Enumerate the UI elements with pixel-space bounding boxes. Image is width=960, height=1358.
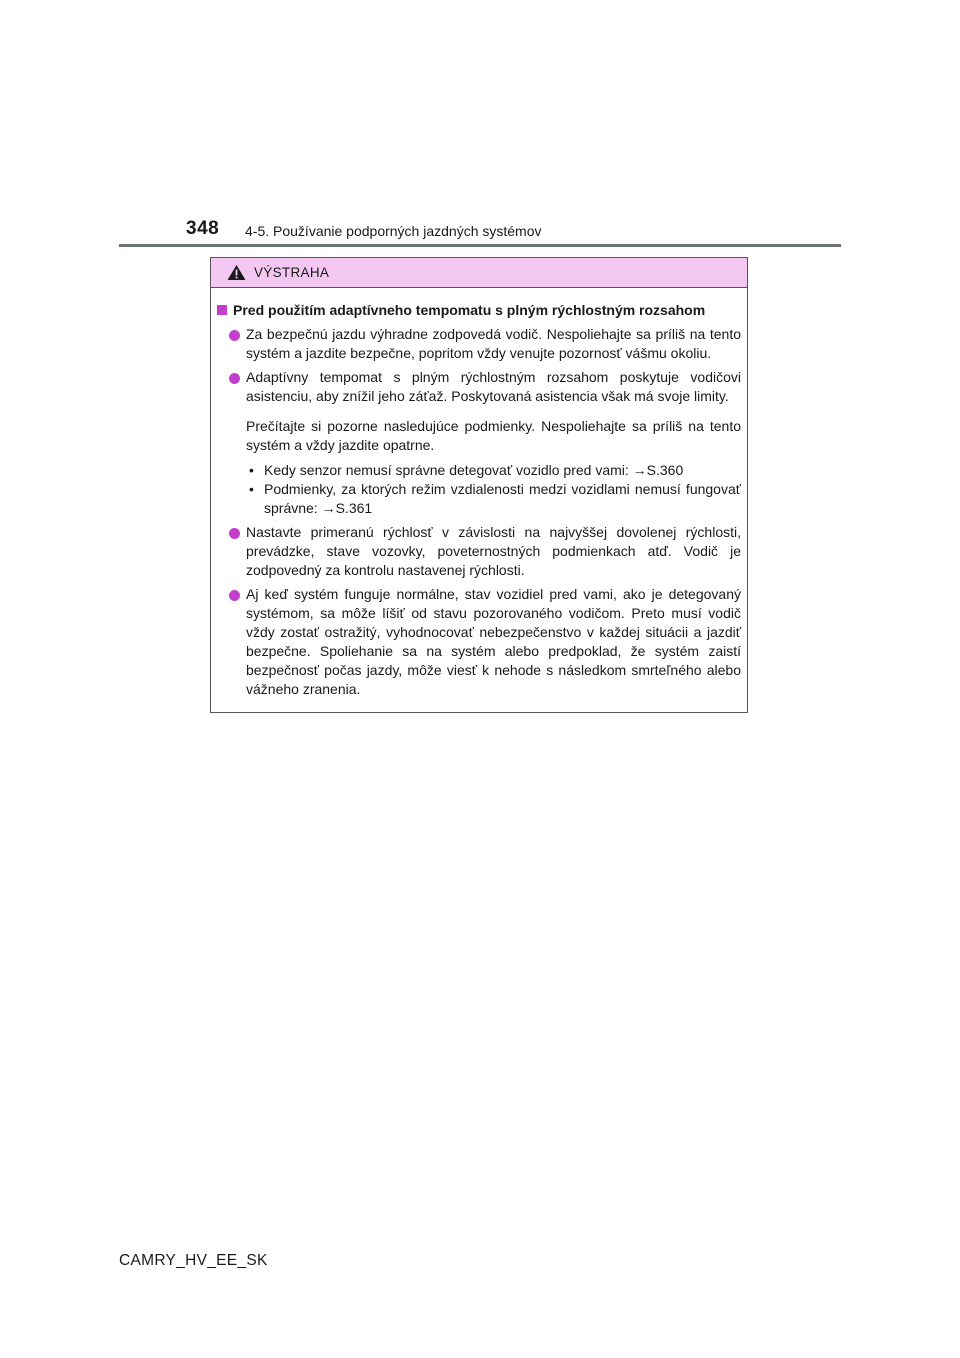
warning-label: VÝSTRAHA — [254, 265, 330, 280]
page-number: 348 — [186, 218, 220, 239]
list-item — [227, 523, 741, 580]
list-item-text: Za bezpečnú jazdu výhradne zodpovedá vodič. Nespoliehajte sa príliš na tento systém a jazdite bezpečne, popritom vždy venujte pozornosť vášmu okoliu. — [246, 326, 741, 361]
list-item-text: Aj keď systém funguje normálne, stav vozidiel pred vami, ako je detegovaný systémom, sa môže líšiť od stavu pozorovaného vodičom. Preto musí vodič vždy zostať ostražitý, vyhodnocovať nebezpečenstvo v každej situácii a jazdiť bezpečne. Spoliehanie sa na systém alebo predpoklad, že systém zaistí bezpečnosť počas jazdy, môže viesť k nehode s následkom smrteľného alebo vážneho zranenia. — [246, 586, 741, 697]
sub-list-item-text: Podmienky, za ktorých režim vzdialenosti medzi vozidlami nemusí fungovať správne: →S.361 — [264, 481, 741, 516]
square-bullet-icon — [217, 305, 227, 315]
sub-list-item — [246, 461, 741, 480]
circle-bullet-icon — [229, 590, 240, 601]
header-divider — [119, 244, 841, 247]
warning-heading — [217, 300, 741, 320]
list-item — [227, 325, 741, 363]
list-item-text: Adaptívny tempomat s plným rýchlostným rozsahom poskytuje vodičovi asistenciu, aby znížil jeho záťaž. Poskytovaná asistencia však má svoje limity. — [246, 369, 741, 404]
sub-bullet: • — [249, 481, 254, 497]
circle-bullet-icon — [229, 330, 240, 341]
footer-code: CAMRY_HV_EE_SK — [119, 1252, 268, 1269]
circle-bullet-icon — [229, 528, 240, 539]
list-item — [227, 368, 741, 406]
section-title: 4-5. Používanie podporných jazdných systémov — [245, 223, 542, 239]
warning-body — [211, 288, 747, 699]
warning-heading-text: Pred použitím adaptívneho tempomatu s plným rýchlostným rozsahom — [233, 302, 706, 318]
sub-list-item-text: Kedy senzor nemusí správne detegovať vozidlo pred vami: →S.360 — [264, 462, 684, 478]
circle-bullet-icon — [229, 373, 240, 384]
sub-bullet: • — [249, 462, 254, 478]
list-item-text: Nastavte primeranú rýchlosť v závislosti na najvyššej dovolenej rýchlosti, prevádzke, stave vozovky, poveternostných podmienkach atď. Vodič je zodpovedný za kontrolu nastavenej rýchlosti. — [246, 524, 741, 578]
sub-list-item — [246, 480, 741, 518]
warning-triangle-icon — [227, 264, 246, 281]
list-item — [227, 585, 741, 699]
warning-box — [210, 257, 748, 713]
sub-list — [246, 461, 741, 518]
conditions-paragraph: Prečítajte si pozorne nasledujúce podmienky. Nespoliehajte sa príliš na tento systém a vždy jazdite opatrne. — [246, 418, 741, 453]
warning-header — [211, 258, 747, 288]
